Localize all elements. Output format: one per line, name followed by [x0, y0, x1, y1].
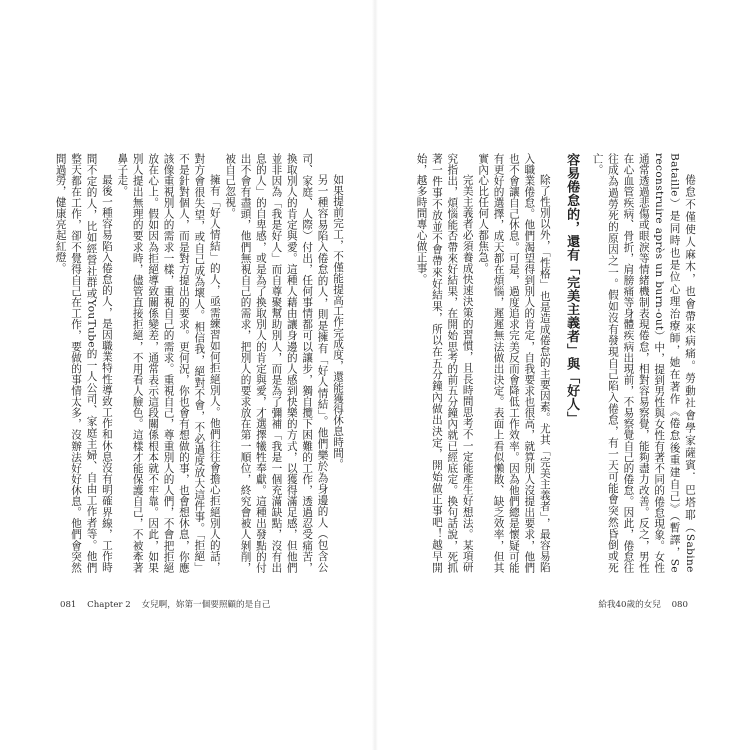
paragraph: 如果提前完工，不僅能提高工作完成度，還能獲得休息時間。 [332, 174, 344, 470]
right-page-text [407, 153, 697, 573]
right-page [375, 0, 750, 750]
chapter-title: 女兒啊，妳第一個要照顧的是自己 [141, 600, 271, 610]
paragraph: 擁有「好人情結」的人，亟需練習如何拒絕別人。他們往往會擔心拒絕別人的話，對方會很失望，或自己成為壞人。相信我，絕對不會，不必過度放大這件事。「拒絕」不是針對個人，而是對方提出的要求。更何況，你也會有想做的事，也會想休息，你應該像重視別人的需求一樣，重視自己的需求。重視自己，尊重別人的人們，不會把拒絕放在心上。假如因為拒絕導致關係變差，通常表示這段關係根本就不牢靠。因此，如果別人提出無理的要求時，儘管直接拒絕，不用看人臉色。這樣才能保護自己，不被牽著鼻子走。 [116, 153, 221, 573]
paragraph: 最後一種容易陷入倦怠的人，是因職業特性導致工作和休息沒有明確界線，工作時間不定的人，比如經營社群或YouTube的一人公司、家庭主婦、自由工作者等。他們整天都在工作，卻不覺得自己在工作，要做的事情太多，沒辦法好好休息。他們會突然間過勞，健康亮起紅燈。 [54, 153, 113, 573]
book-title: 給我40歲的女兒 [598, 600, 661, 610]
paragraph: 倦怠不僅使人麻木，也會帶來病痛。勞動社會學家薩賓．巴塔耶（Sabine Bataille）是同時也是位心理治療師，她在著作《倦怠後重建自己》（暫譯，Se reconstruire après un burn-out）中，提到男性與女性有著不同的倦怠現象。女性通常透過悲傷或眼淚等情緒機制表現倦怠，相對容易察覺，能夠盡力改善。反之，男性在心血管疾病、骨折，肩膀痛等身體疾病出現前，不易察覺自己的倦怠。因此，倦怠往往成為過勞死的原因之一。假如沒有發現自己陷入倦怠，有一天可能會突然昏倒或死亡。 [591, 153, 696, 573]
right-page-footer [598, 598, 688, 610]
left-page-footer [60, 598, 270, 610]
paragraph: 另一種容易陷入倦怠的人，則是擁有「好人情結」。他們樂於為身邊的人（包含公司、家庭、人際）付出，任何事情都可以讓步，獨自攬下困難的工作，透過忍受痛苦，換取別人的肯定與愛。這種人藉由讓身邊的人感到快樂的方式，以獲得滿足感，但他們並非因為「我是好人」而自尊聚幫助別人，而是為了彌補「我是一個充滿缺點，沒有出息的人」的自卑感，或是為了換取別人的肯定與愛，才選擇犧牲奉獻。這種出發點的付出不會有盡頭，他們無視自己的需求，把別人的要求放在第一順位，終究會被人剝削，被自己忽視。 [224, 153, 329, 573]
chapter-label: Chapter 2 [87, 600, 131, 610]
left-page-text [54, 153, 345, 573]
section-heading: 容易倦怠的，還有「完美主義者」與「好人」 [564, 153, 580, 425]
page-number: 081 [60, 600, 77, 610]
paragraph: 完美主義者必須養成快速決策的習慣，且長時間思考不一定能產生好想法。某項研究指出，煩惱能否帶來好結果，在開始思考的前五分鐘內就已經底定。換句話說，死抓著一件事不放並不會帶來好結果，所以在五分鐘內做出決定，開始做正事吧！越早開始，越多時間專心做正事。 [415, 153, 474, 573]
page-number: 080 [671, 600, 688, 610]
paragraph: 除了性別以外，「性格」也是造成倦怠的主要因素。尤其「完美主義者」，最容易陷入職業倦怠。他們渴望得到別人的肯定，自我要求也很高，就算別人沒提出要求，他們也不會讓自己休息。可是，過度追求完美反而會降低工作效率。因為他們總是懷疑可能有更好的選擇，成天都在煩惱，遲遲無法做出決定。表面上看似懶散、缺乏效率，但其實內心比任何人都焦急。 [477, 153, 551, 573]
